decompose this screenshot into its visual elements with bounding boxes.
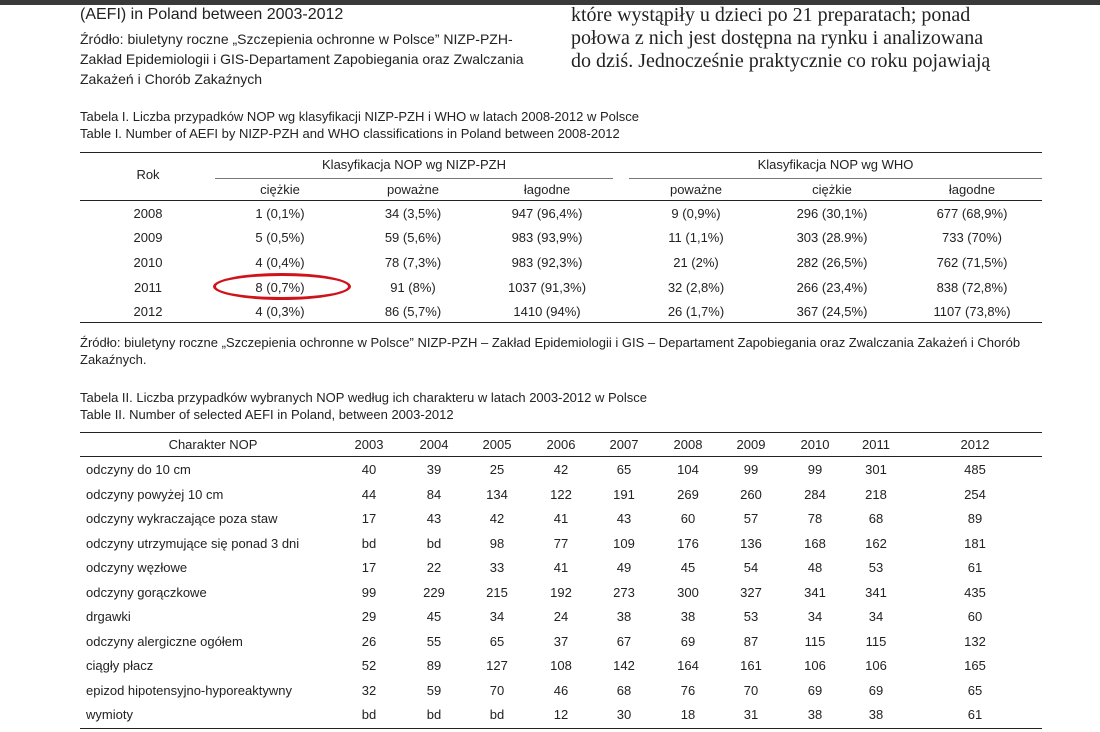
table2-caption-pl: Tabela II. Liczba przypadków wybranych NOP według ich charakteru w latach 2003-2012 w Polsce	[80, 390, 648, 405]
table1-year: 2012	[133, 304, 163, 319]
table-cell: 22	[426, 560, 442, 575]
table2-row-label: odczyny do 10 cm	[86, 462, 191, 477]
table-cell: 218	[865, 487, 887, 502]
table-cell: 41	[553, 511, 569, 526]
table-cell: 42	[489, 511, 505, 526]
table-cell: 282 (26,5%)	[796, 255, 868, 270]
table-cell: 947 (96,4%)	[511, 206, 583, 221]
table-cell: 26 (1,7%)	[667, 304, 725, 319]
table-cell: 8 (0,7%)	[255, 280, 305, 295]
table1-header-rule	[80, 200, 1042, 201]
table-cell: 49	[616, 560, 632, 575]
red-ellipse-annotation	[213, 273, 351, 300]
table-cell: 115	[804, 634, 826, 649]
left-source-line: Zakład Epidemiologii i GIS-Departament Zapobiegania oraz Zwalczania	[80, 51, 524, 67]
table-cell: bd	[361, 707, 377, 722]
table1-caption-pl: Tabela I. Liczba przypadków NOP wg klasyfikacji NIZP-PZH i WHO w latach 2008-2012 w Polsce	[80, 109, 639, 124]
table-cell: 108	[550, 658, 572, 673]
table2-row-label: epizod hipotensyjno-hyporeaktywny	[86, 683, 292, 698]
table-cell: 192	[550, 585, 572, 600]
table2-year-header: 2004	[419, 437, 449, 452]
table-cell: 181	[964, 536, 986, 551]
table2-header-rule	[80, 456, 1042, 457]
table1-subheader: ciężkie	[260, 182, 300, 197]
table-cell: 115	[865, 634, 887, 649]
table-cell: 162	[865, 536, 887, 551]
table-cell: 435	[964, 585, 986, 600]
table-cell: 89	[426, 658, 442, 673]
table-cell: 43	[426, 511, 442, 526]
table-cell: 327	[740, 585, 762, 600]
table2-row-label: odczyny alergiczne ogółem	[86, 634, 243, 649]
table-cell: 12	[553, 707, 569, 722]
table-cell: 215	[486, 585, 508, 600]
table-cell: 104	[677, 462, 699, 477]
table-cell: 32 (2,8%)	[667, 280, 725, 295]
table-cell: 42	[553, 462, 569, 477]
table-cell: 677 (68,9%)	[936, 206, 1008, 221]
table-cell: 26	[361, 634, 377, 649]
table-cell: 61	[967, 707, 983, 722]
table2-year-header: 2011	[862, 437, 890, 452]
table-cell: 1037 (91,3%)	[507, 280, 587, 295]
table-cell: 5 (0,5%)	[255, 230, 305, 245]
table-cell: 17	[361, 511, 377, 526]
table-cell: 106	[865, 658, 887, 673]
table-cell: 273	[613, 585, 635, 600]
table-cell: 32	[361, 683, 377, 698]
table-cell: 77	[553, 536, 569, 551]
left-source-line: Zakażeń i Chorób Zakaźnych	[80, 71, 263, 87]
left-heading-line: (AEFI) in Poland between 2003-2012	[80, 6, 344, 23]
table-cell: 301	[865, 462, 887, 477]
table-cell: 69	[680, 634, 696, 649]
table-cell: 99	[743, 462, 759, 477]
table2-row-label: ciągły płacz	[86, 658, 154, 673]
table-cell: 33	[489, 560, 505, 575]
table-cell: bd	[426, 707, 442, 722]
table-cell: 78	[807, 511, 823, 526]
table-cell: 1107 (73,8%)	[933, 304, 1011, 319]
table-cell: 983 (93,9%)	[511, 230, 583, 245]
table1-group-who: Klasyfikacja NOP wg WHO	[757, 157, 914, 172]
table2-year-header: 2005	[482, 437, 512, 452]
table-cell: 31	[743, 707, 759, 722]
table-cell: 55	[426, 634, 442, 649]
table-cell: 1410 (94%)	[513, 304, 581, 319]
table-cell: 40	[361, 462, 377, 477]
table-cell: 229	[423, 585, 445, 600]
table-cell: 59 (5,6%)	[384, 230, 442, 245]
table-cell: 60	[680, 511, 696, 526]
table2-year-header: 2007	[609, 437, 639, 452]
table1-subheader: ciężkie	[812, 182, 852, 197]
table-cell: 106	[804, 658, 826, 673]
body-line: które wystąpiły u dzieci po 21 preparatach; ponad	[571, 4, 971, 26]
table-cell: 21 (2%)	[673, 255, 719, 270]
table-cell: 341	[804, 585, 826, 600]
table-cell: 176	[677, 536, 699, 551]
table-cell: 18	[680, 707, 696, 722]
table2-year-header: 2010	[800, 437, 830, 452]
table2-row-label: odczyny węzłowe	[86, 560, 188, 575]
table-cell: 266 (23,4%)	[796, 280, 868, 295]
table-cell: 45	[426, 609, 442, 624]
table-cell: 9 (0,9%)	[671, 206, 721, 221]
table-cell: bd	[489, 707, 505, 722]
table-cell: 57	[743, 511, 759, 526]
table-cell: 142	[613, 658, 635, 673]
table-cell: 46	[553, 683, 569, 698]
table1-group-rule-nizp	[215, 178, 613, 179]
table-cell: 269	[677, 487, 699, 502]
table-cell: 11 (1,1%)	[668, 230, 724, 245]
table-cell: 733 (70%)	[942, 230, 1002, 245]
table-cell: 260	[740, 487, 762, 502]
table-cell: 300	[677, 585, 699, 600]
table-cell: 983 (92,3%)	[511, 255, 583, 270]
table2-row-label: odczyny gorączkowe	[86, 585, 207, 600]
table-cell: 4 (0,3%)	[255, 304, 305, 319]
table2-year-header: 2009	[736, 437, 766, 452]
table-cell: 69	[868, 683, 884, 698]
table-cell: 70	[489, 683, 505, 698]
table-cell: 284	[804, 487, 826, 502]
left-column-text	[80, 4, 560, 89]
table1-subheader: łagodne	[523, 182, 571, 197]
right-column-body-text	[571, 4, 1046, 73]
table-cell: 134	[486, 487, 508, 502]
table-cell: 303 (28.9%)	[796, 230, 868, 245]
table-cell: 485	[964, 462, 986, 477]
table-cell: 34	[807, 609, 823, 624]
table-cell: 161	[740, 658, 762, 673]
table2-row-label: odczyny powyżej 10 cm	[86, 487, 224, 502]
table-cell: 164	[677, 658, 699, 673]
table-cell: 17	[361, 560, 377, 575]
table-cell: 168	[804, 536, 826, 551]
table-cell: 341	[865, 585, 887, 600]
table-cell: 4 (0,4%)	[255, 255, 305, 270]
table-cell: 41	[553, 560, 569, 575]
table1-group-rule-who	[629, 178, 1042, 179]
table-cell: 54	[743, 560, 759, 575]
table1-year: 2009	[133, 230, 163, 245]
table-cell: 84	[426, 487, 442, 502]
table2-bottom-rule	[80, 728, 1042, 729]
table1-group-nizp: Klasyfikacja NOP wg NIZP-PZH	[322, 157, 506, 172]
table-cell: 367 (24,5%)	[796, 304, 868, 319]
table2-year-header: 2012	[960, 437, 990, 452]
table-cell: 87	[743, 634, 759, 649]
table-cell: 69	[807, 683, 823, 698]
table-cell: 127	[486, 658, 508, 673]
table-cell: 132	[964, 634, 986, 649]
table-cell: 109	[613, 536, 635, 551]
table2-caption-en: Table II. Number of selected AEFI in Poland, between 2003-2012	[80, 407, 454, 422]
table-cell: 70	[743, 683, 759, 698]
table-cell: 838 (72,8%)	[936, 280, 1008, 295]
table2-year-header: 2003	[354, 437, 384, 452]
table-cell: 65	[489, 634, 505, 649]
table-cell: 38	[807, 707, 823, 722]
table1-subheader: łagodne	[948, 182, 996, 197]
table-cell: 38	[680, 609, 696, 624]
table-cell: 59	[426, 683, 442, 698]
table-cell: 254	[964, 487, 986, 502]
table-cell: 68	[868, 511, 884, 526]
table1-top-rule	[80, 152, 1042, 153]
table-cell: 34	[868, 609, 884, 624]
table-cell: 48	[807, 560, 823, 575]
table-cell: 52	[361, 658, 377, 673]
table-cell: 76	[680, 683, 696, 698]
table-cell: 89	[967, 511, 983, 526]
table-cell: 68	[616, 683, 632, 698]
table-cell: 98	[489, 536, 505, 551]
table-cell: 30	[616, 707, 632, 722]
table2-year-header: 2006	[546, 437, 576, 452]
table-cell: bd	[361, 536, 377, 551]
table-cell: 65	[616, 462, 632, 477]
table1-subheader: poważne	[386, 182, 440, 197]
body-line: połowa z nich jest dostępna na rynku i analizowana	[571, 27, 984, 49]
table1-year-header: Rok	[136, 167, 160, 182]
table-cell: 136	[740, 536, 762, 551]
table-cell: 61	[967, 560, 983, 575]
table-cell: 99	[361, 585, 377, 600]
table-cell: 39	[426, 462, 442, 477]
table-cell: 86 (5,7%)	[384, 304, 442, 319]
table-cell: 67	[616, 634, 632, 649]
table-cell: bd	[426, 536, 442, 551]
table2-row-label: drgawki	[86, 609, 131, 624]
body-line: do dziś. Jednocześnie praktycznie co roku pojawiają	[571, 50, 991, 72]
table-cell: 1 (0,1%)	[255, 206, 305, 221]
table-cell: 191	[613, 487, 635, 502]
table2-row-label: odczyny wykraczające poza staw	[86, 511, 278, 526]
table-cell: 29	[361, 609, 377, 624]
table1-subheader: poważne	[669, 182, 723, 197]
table-cell: 296 (30,1%)	[796, 206, 868, 221]
table2-top-rule	[80, 432, 1042, 433]
table-cell: 53	[868, 560, 884, 575]
table1-caption-en: Table I. Number of AEFI by NIZP-PZH and WHO classifications in Poland between 2008-2012	[80, 126, 620, 141]
table-cell: 24	[553, 609, 569, 624]
table-cell: 165	[964, 658, 986, 673]
table-cell: 25	[489, 462, 505, 477]
table1-year: 2011	[134, 280, 162, 295]
table-cell: 34 (3,5%)	[384, 206, 442, 221]
left-source-note	[80, 29, 560, 89]
table-cell: 38	[616, 609, 632, 624]
table-cell: 45	[680, 560, 696, 575]
table2-year-header: 2008	[673, 437, 703, 452]
table2-row-label: wymioty	[86, 707, 133, 722]
table2-row-label: odczyny utrzymujące się ponad 3 dni	[86, 536, 300, 551]
table-cell: 91 (8%)	[390, 280, 436, 295]
table-cell: 53	[743, 609, 759, 624]
table1-year: 2010	[133, 255, 163, 270]
table-cell: 122	[550, 487, 572, 502]
table-cell: 43	[616, 511, 632, 526]
table-cell: 99	[807, 462, 823, 477]
table-cell: 38	[868, 707, 884, 722]
table-cell: 65	[967, 683, 983, 698]
table1-year: 2008	[133, 206, 163, 221]
table-cell: 37	[553, 634, 569, 649]
table-cell: 78 (7,3%)	[384, 255, 442, 270]
table-cell: 762 (71,5%)	[936, 255, 1008, 270]
table-cell: 44	[361, 487, 377, 502]
table1-bottom-rule	[80, 322, 1042, 323]
table-cell: 60	[967, 609, 983, 624]
left-source-line: Źródło: biuletyny roczne „Szczepienia ochronne w Polsce” NIZP-PZH-	[80, 31, 513, 47]
table-cell: 34	[489, 609, 505, 624]
table2-first-header: Charakter NOP	[168, 437, 258, 452]
table1-source-note: Źródło: biuletyny roczne „Szczepienia ochronne w Polsce” NIZP-PZH – Zakład Epidemiologii i GIS – Departament Zapobiegania oraz Zwalczania Zakażeń i Chorób Zakaźnych.	[80, 335, 1021, 367]
